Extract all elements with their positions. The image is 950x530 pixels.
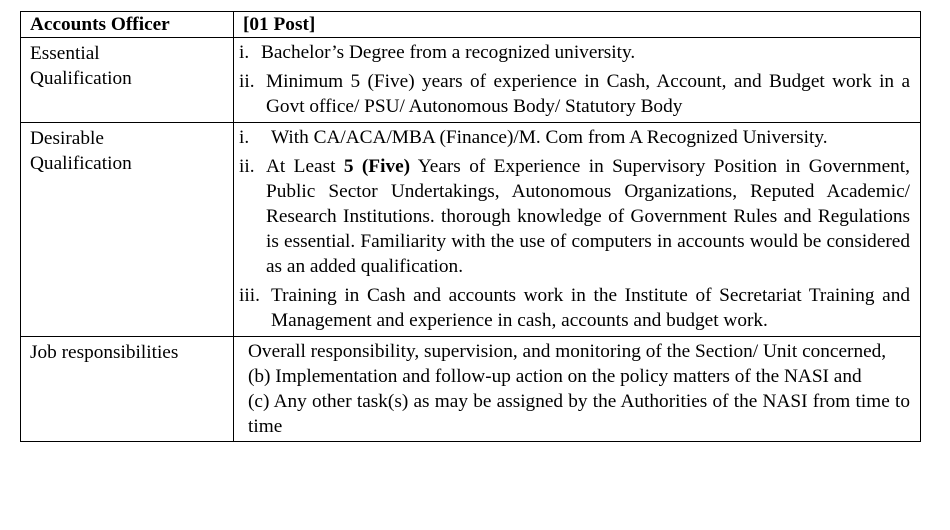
essential-item-number: ii. — [239, 71, 255, 92]
responsibilities-content-cell — [234, 337, 921, 442]
desirable-item — [239, 283, 910, 333]
desirable-content-cell — [234, 123, 921, 337]
post-count: [01 Post] — [234, 12, 921, 38]
qualification-table — [20, 11, 921, 442]
desirable-item-bold-word: (Five) — [361, 156, 411, 177]
essential-label-line1: Essential — [30, 43, 100, 64]
essential-label-line2: Qualification — [30, 68, 132, 89]
responsibility-paragraph: Overall responsibility, supervision, and monitoring of the Section/ Unit concerned, — [248, 341, 887, 362]
header-row — [21, 12, 921, 38]
essential-label-cell — [21, 38, 234, 123]
desirable-row — [21, 123, 921, 337]
desirable-item — [239, 154, 910, 279]
post-title: Accounts Officer — [21, 12, 234, 38]
desirable-item-number: i. — [239, 127, 250, 148]
desirable-item — [239, 125, 910, 150]
essential-item-number: i. — [239, 42, 250, 63]
responsibility-paragraph: (b) Implementation and follow-up action on the policy matters of the NASI and — [248, 366, 862, 387]
desirable-label-cell — [21, 123, 234, 337]
essential-item-text: Bachelor’s Degree from a recognized university. — [261, 42, 636, 63]
desirable-label-line2: Qualification — [30, 153, 132, 174]
essential-item — [239, 69, 910, 119]
responsibility-paragraph: (c) Any other task(s) as may be assigned by the Authorities of the NASI from time to time — [248, 391, 910, 437]
responsibilities-label-cell: Job responsibilities — [21, 337, 234, 442]
desirable-item-number: iii. — [239, 285, 260, 306]
desirable-item-prefix: At Least — [266, 156, 344, 177]
desirable-item-number: ii. — [239, 156, 255, 177]
desirable-item-rest: Years of Experience in Supervisory Position in Government, Public Sector Undertakings, Autonomous Organizations, Reputed Academic/ Research Institutions. thorough knowledge of Government Rules and Regulations is essential. Familiarity with the use of computers in accounts would be considered as an added qualification. — [266, 156, 910, 277]
desirable-item-text: With CA/ACA/MBA (Finance)/M. Com from A Recognized University. — [271, 127, 828, 148]
essential-item — [239, 40, 910, 65]
desirable-item-text: Training in Cash and accounts work in the Institute of Secretariat Training and Management and experience in cash, accounts and budget work. — [271, 285, 910, 331]
essential-content-cell — [234, 38, 921, 123]
essential-item-text: Minimum 5 (Five) years of experience in Cash, Account, and Budget work in a Govt office/ PSU/ Autonomous Body/ Statutory Body — [266, 71, 910, 117]
desirable-item-text — [266, 154, 910, 279]
responsibilities-row — [21, 337, 921, 442]
desirable-label-line1: Desirable — [30, 128, 104, 149]
qualification-sheet — [20, 11, 920, 442]
essential-row — [21, 38, 921, 123]
desirable-item-bold-number: 5 — [343, 156, 354, 177]
